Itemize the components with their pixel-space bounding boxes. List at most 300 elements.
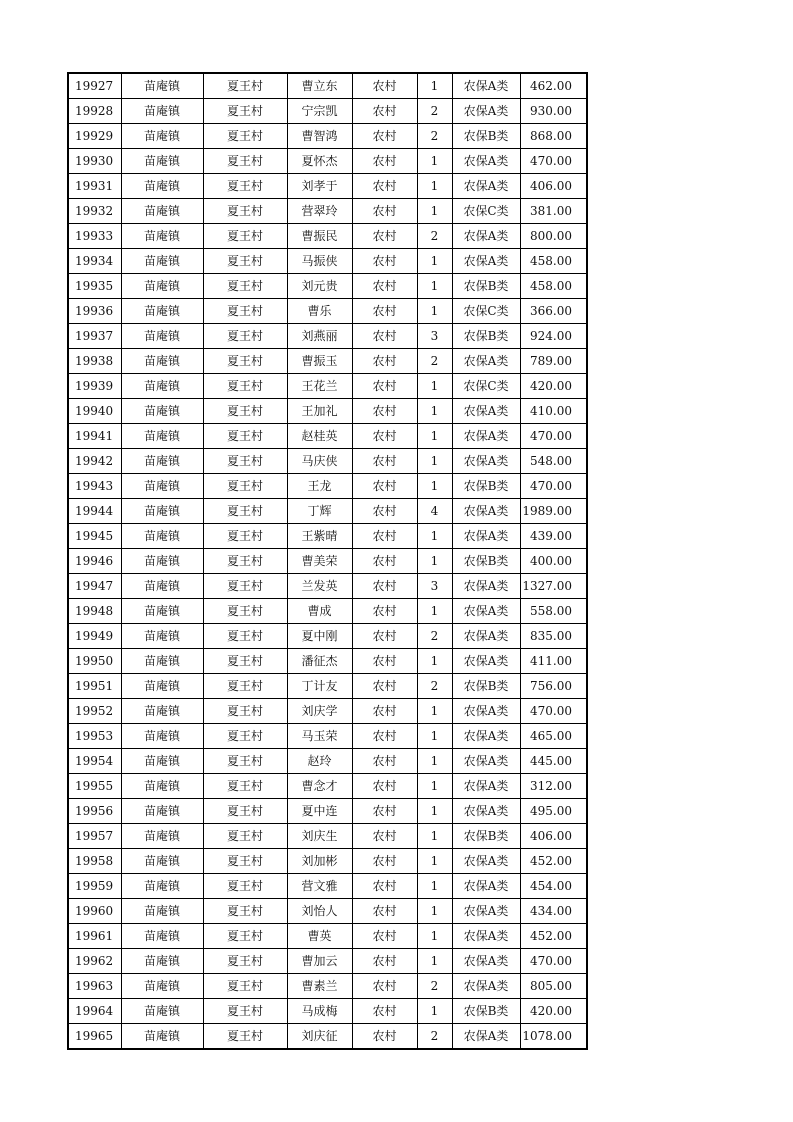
name-cell: 曹素兰 xyxy=(287,974,352,999)
amount-cell: 470.00 xyxy=(520,949,587,974)
record-id-cell: 19942 xyxy=(68,449,121,474)
member-count-cell: 1 xyxy=(417,999,452,1024)
household-type-cell: 农村 xyxy=(352,874,417,899)
name-cell: 营文雅 xyxy=(287,874,352,899)
insurance-category-cell: 农保C类 xyxy=(452,374,520,399)
amount-cell: 558.00 xyxy=(520,599,587,624)
table-row xyxy=(68,499,587,524)
village-cell: 夏王村 xyxy=(203,999,287,1024)
town-cell: 苗庵镇 xyxy=(121,899,203,924)
table-row xyxy=(68,949,587,974)
table-row xyxy=(68,424,587,449)
town-cell: 苗庵镇 xyxy=(121,724,203,749)
member-count-cell: 2 xyxy=(417,224,452,249)
insurance-category-cell: 农保B类 xyxy=(452,824,520,849)
insurance-category-cell: 农保A类 xyxy=(452,774,520,799)
amount-cell: 400.00 xyxy=(520,549,587,574)
data-table xyxy=(67,72,588,1050)
insurance-category-cell: 农保A类 xyxy=(452,849,520,874)
household-type-cell: 农村 xyxy=(352,199,417,224)
member-count-cell: 2 xyxy=(417,349,452,374)
amount-cell: 470.00 xyxy=(520,424,587,449)
village-cell: 夏王村 xyxy=(203,99,287,124)
town-cell: 苗庵镇 xyxy=(121,949,203,974)
name-cell: 刘燕丽 xyxy=(287,324,352,349)
village-cell: 夏王村 xyxy=(203,73,287,99)
village-cell: 夏王村 xyxy=(203,274,287,299)
table-row xyxy=(68,749,587,774)
table-row xyxy=(68,624,587,649)
member-count-cell: 1 xyxy=(417,73,452,99)
record-id-cell: 19941 xyxy=(68,424,121,449)
town-cell: 苗庵镇 xyxy=(121,349,203,374)
member-count-cell: 1 xyxy=(417,474,452,499)
name-cell: 王紫晴 xyxy=(287,524,352,549)
town-cell: 苗庵镇 xyxy=(121,599,203,624)
amount-cell: 805.00 xyxy=(520,974,587,999)
name-cell: 曹念才 xyxy=(287,774,352,799)
table-row xyxy=(68,124,587,149)
member-count-cell: 1 xyxy=(417,399,452,424)
table-row xyxy=(68,699,587,724)
record-id-cell: 19929 xyxy=(68,124,121,149)
name-cell: 兰发英 xyxy=(287,574,352,599)
name-cell: 曹乐 xyxy=(287,299,352,324)
table-row xyxy=(68,549,587,574)
amount-cell: 462.00 xyxy=(520,73,587,99)
town-cell: 苗庵镇 xyxy=(121,524,203,549)
table-row xyxy=(68,299,587,324)
insurance-category-cell: 农保A类 xyxy=(452,749,520,774)
record-id-cell: 19936 xyxy=(68,299,121,324)
record-id-cell: 19944 xyxy=(68,499,121,524)
record-id-cell: 19947 xyxy=(68,574,121,599)
table-row xyxy=(68,999,587,1024)
name-cell: 曹立东 xyxy=(287,73,352,99)
record-id-cell: 19957 xyxy=(68,824,121,849)
insurance-category-cell: 农保A类 xyxy=(452,424,520,449)
member-count-cell: 1 xyxy=(417,174,452,199)
town-cell: 苗庵镇 xyxy=(121,549,203,574)
village-cell: 夏王村 xyxy=(203,624,287,649)
amount-cell: 381.00 xyxy=(520,199,587,224)
record-id-cell: 19933 xyxy=(68,224,121,249)
amount-cell: 420.00 xyxy=(520,374,587,399)
member-count-cell: 1 xyxy=(417,374,452,399)
town-cell: 苗庵镇 xyxy=(121,999,203,1024)
village-cell: 夏王村 xyxy=(203,699,287,724)
member-count-cell: 1 xyxy=(417,924,452,949)
name-cell: 王龙 xyxy=(287,474,352,499)
village-cell: 夏王村 xyxy=(203,874,287,899)
insurance-category-cell: 农保C类 xyxy=(452,299,520,324)
record-id-cell: 19954 xyxy=(68,749,121,774)
insurance-category-cell: 农保B类 xyxy=(452,274,520,299)
town-cell: 苗庵镇 xyxy=(121,824,203,849)
amount-cell: 789.00 xyxy=(520,349,587,374)
household-type-cell: 农村 xyxy=(352,349,417,374)
household-type-cell: 农村 xyxy=(352,849,417,874)
insurance-category-cell: 农保B类 xyxy=(452,124,520,149)
name-cell: 王加礼 xyxy=(287,399,352,424)
town-cell: 苗庵镇 xyxy=(121,224,203,249)
insurance-category-cell: 农保B类 xyxy=(452,999,520,1024)
member-count-cell: 1 xyxy=(417,199,452,224)
household-type-cell: 农村 xyxy=(352,699,417,724)
insurance-category-cell: 农保A类 xyxy=(452,1024,520,1050)
town-cell: 苗庵镇 xyxy=(121,874,203,899)
record-id-cell: 19964 xyxy=(68,999,121,1024)
table-row xyxy=(68,799,587,824)
record-id-cell: 19965 xyxy=(68,1024,121,1050)
household-type-cell: 农村 xyxy=(352,999,417,1024)
village-cell: 夏王村 xyxy=(203,549,287,574)
name-cell: 刘加彬 xyxy=(287,849,352,874)
table-row xyxy=(68,874,587,899)
village-cell: 夏王村 xyxy=(203,149,287,174)
amount-cell: 445.00 xyxy=(520,749,587,774)
household-type-cell: 农村 xyxy=(352,624,417,649)
amount-cell: 548.00 xyxy=(520,449,587,474)
record-id-cell: 19937 xyxy=(68,324,121,349)
member-count-cell: 2 xyxy=(417,124,452,149)
name-cell: 马振侠 xyxy=(287,249,352,274)
household-type-cell: 农村 xyxy=(352,974,417,999)
insurance-category-cell: 农保A类 xyxy=(452,699,520,724)
amount-cell: 458.00 xyxy=(520,274,587,299)
record-id-cell: 19948 xyxy=(68,599,121,624)
member-count-cell: 1 xyxy=(417,649,452,674)
name-cell: 刘庆学 xyxy=(287,699,352,724)
member-count-cell: 1 xyxy=(417,549,452,574)
table-row xyxy=(68,924,587,949)
table-row xyxy=(68,824,587,849)
amount-cell: 800.00 xyxy=(520,224,587,249)
town-cell: 苗庵镇 xyxy=(121,499,203,524)
town-cell: 苗庵镇 xyxy=(121,774,203,799)
household-type-cell: 农村 xyxy=(352,124,417,149)
household-type-cell: 农村 xyxy=(352,149,417,174)
household-type-cell: 农村 xyxy=(352,599,417,624)
village-cell: 夏王村 xyxy=(203,899,287,924)
table-row xyxy=(68,349,587,374)
amount-cell: 495.00 xyxy=(520,799,587,824)
table-row xyxy=(68,674,587,699)
insurance-category-cell: 农保A类 xyxy=(452,399,520,424)
household-type-cell: 农村 xyxy=(352,249,417,274)
household-type-cell: 农村 xyxy=(352,824,417,849)
amount-cell: 1989.00 xyxy=(520,499,587,524)
town-cell: 苗庵镇 xyxy=(121,574,203,599)
amount-cell: 868.00 xyxy=(520,124,587,149)
village-cell: 夏王村 xyxy=(203,849,287,874)
record-id-cell: 19962 xyxy=(68,949,121,974)
village-cell: 夏王村 xyxy=(203,249,287,274)
village-cell: 夏王村 xyxy=(203,724,287,749)
record-id-cell: 19946 xyxy=(68,549,121,574)
household-type-cell: 农村 xyxy=(352,749,417,774)
town-cell: 苗庵镇 xyxy=(121,449,203,474)
amount-cell: 930.00 xyxy=(520,99,587,124)
village-cell: 夏王村 xyxy=(203,674,287,699)
household-type-cell: 农村 xyxy=(352,474,417,499)
insurance-category-cell: 农保A类 xyxy=(452,449,520,474)
village-cell: 夏王村 xyxy=(203,124,287,149)
insurance-category-cell: 农保A类 xyxy=(452,249,520,274)
table-row xyxy=(68,524,587,549)
amount-cell: 470.00 xyxy=(520,699,587,724)
member-count-cell: 2 xyxy=(417,624,452,649)
table-row xyxy=(68,324,587,349)
record-id-cell: 19960 xyxy=(68,899,121,924)
insurance-category-cell: 农保A类 xyxy=(452,899,520,924)
village-cell: 夏王村 xyxy=(203,824,287,849)
name-cell: 曹振民 xyxy=(287,224,352,249)
household-type-cell: 农村 xyxy=(352,1024,417,1050)
record-id-cell: 19932 xyxy=(68,199,121,224)
town-cell: 苗庵镇 xyxy=(121,424,203,449)
insurance-category-cell: 农保A类 xyxy=(452,874,520,899)
member-count-cell: 1 xyxy=(417,299,452,324)
record-id-cell: 19952 xyxy=(68,699,121,724)
member-count-cell: 1 xyxy=(417,724,452,749)
insurance-category-cell: 农保A类 xyxy=(452,799,520,824)
record-id-cell: 19955 xyxy=(68,774,121,799)
name-cell: 曹英 xyxy=(287,924,352,949)
member-count-cell: 1 xyxy=(417,524,452,549)
table-row xyxy=(68,73,587,99)
household-type-cell: 农村 xyxy=(352,549,417,574)
town-cell: 苗庵镇 xyxy=(121,649,203,674)
insurance-category-cell: 农保A类 xyxy=(452,649,520,674)
name-cell: 刘庆生 xyxy=(287,824,352,849)
village-cell: 夏王村 xyxy=(203,974,287,999)
town-cell: 苗庵镇 xyxy=(121,749,203,774)
town-cell: 苗庵镇 xyxy=(121,249,203,274)
record-id-cell: 19959 xyxy=(68,874,121,899)
town-cell: 苗庵镇 xyxy=(121,99,203,124)
amount-cell: 465.00 xyxy=(520,724,587,749)
member-count-cell: 1 xyxy=(417,799,452,824)
insurance-category-cell: 农保A类 xyxy=(452,949,520,974)
name-cell: 曹成 xyxy=(287,599,352,624)
village-cell: 夏王村 xyxy=(203,299,287,324)
name-cell: 赵桂英 xyxy=(287,424,352,449)
village-cell: 夏王村 xyxy=(203,649,287,674)
village-cell: 夏王村 xyxy=(203,924,287,949)
table-row xyxy=(68,199,587,224)
town-cell: 苗庵镇 xyxy=(121,799,203,824)
amount-cell: 835.00 xyxy=(520,624,587,649)
record-id-cell: 19943 xyxy=(68,474,121,499)
household-type-cell: 农村 xyxy=(352,299,417,324)
record-id-cell: 19958 xyxy=(68,849,121,874)
town-cell: 苗庵镇 xyxy=(121,299,203,324)
record-id-cell: 19949 xyxy=(68,624,121,649)
household-type-cell: 农村 xyxy=(352,424,417,449)
table-row xyxy=(68,249,587,274)
village-cell: 夏王村 xyxy=(203,774,287,799)
village-cell: 夏王村 xyxy=(203,1024,287,1050)
village-cell: 夏王村 xyxy=(203,599,287,624)
insurance-category-cell: 农保A类 xyxy=(452,349,520,374)
amount-cell: 1327.00 xyxy=(520,574,587,599)
village-cell: 夏王村 xyxy=(203,449,287,474)
amount-cell: 452.00 xyxy=(520,849,587,874)
record-id-cell: 19934 xyxy=(68,249,121,274)
table-row xyxy=(68,649,587,674)
table-row xyxy=(68,774,587,799)
insurance-category-cell: 农保A类 xyxy=(452,99,520,124)
table-row xyxy=(68,399,587,424)
record-id-cell: 19940 xyxy=(68,399,121,424)
record-id-cell: 19950 xyxy=(68,649,121,674)
record-id-cell: 19928 xyxy=(68,99,121,124)
village-cell: 夏王村 xyxy=(203,499,287,524)
table-row xyxy=(68,449,587,474)
town-cell: 苗庵镇 xyxy=(121,174,203,199)
insurance-category-cell: 农保A类 xyxy=(452,924,520,949)
record-id-cell: 19938 xyxy=(68,349,121,374)
amount-cell: 470.00 xyxy=(520,474,587,499)
record-id-cell: 19963 xyxy=(68,974,121,999)
insurance-category-cell: 农保B类 xyxy=(452,324,520,349)
member-count-cell: 1 xyxy=(417,699,452,724)
member-count-cell: 4 xyxy=(417,499,452,524)
table-row xyxy=(68,974,587,999)
household-type-cell: 农村 xyxy=(352,399,417,424)
member-count-cell: 2 xyxy=(417,974,452,999)
table-row xyxy=(68,99,587,124)
record-id-cell: 19951 xyxy=(68,674,121,699)
insurance-category-cell: 农保A类 xyxy=(452,974,520,999)
amount-cell: 439.00 xyxy=(520,524,587,549)
village-cell: 夏王村 xyxy=(203,749,287,774)
record-id-cell: 19927 xyxy=(68,73,121,99)
town-cell: 苗庵镇 xyxy=(121,199,203,224)
village-cell: 夏王村 xyxy=(203,949,287,974)
household-type-cell: 农村 xyxy=(352,449,417,474)
record-id-cell: 19931 xyxy=(68,174,121,199)
village-cell: 夏王村 xyxy=(203,199,287,224)
town-cell: 苗庵镇 xyxy=(121,624,203,649)
household-type-cell: 农村 xyxy=(352,374,417,399)
amount-cell: 1078.00 xyxy=(520,1024,587,1050)
name-cell: 马成梅 xyxy=(287,999,352,1024)
member-count-cell: 1 xyxy=(417,749,452,774)
name-cell: 夏中连 xyxy=(287,799,352,824)
amount-cell: 406.00 xyxy=(520,824,587,849)
table-row xyxy=(68,1024,587,1050)
household-type-cell: 农村 xyxy=(352,73,417,99)
record-id-cell: 19956 xyxy=(68,799,121,824)
amount-cell: 312.00 xyxy=(520,774,587,799)
household-type-cell: 农村 xyxy=(352,574,417,599)
household-type-cell: 农村 xyxy=(352,324,417,349)
table-row xyxy=(68,724,587,749)
table-body xyxy=(68,73,587,1049)
amount-cell: 434.00 xyxy=(520,899,587,924)
table-row xyxy=(68,174,587,199)
insurance-category-cell: 农保A类 xyxy=(452,724,520,749)
town-cell: 苗庵镇 xyxy=(121,324,203,349)
table-row xyxy=(68,599,587,624)
town-cell: 苗庵镇 xyxy=(121,674,203,699)
name-cell: 丁辉 xyxy=(287,499,352,524)
member-count-cell: 1 xyxy=(417,599,452,624)
town-cell: 苗庵镇 xyxy=(121,849,203,874)
insurance-category-cell: 农保B类 xyxy=(452,674,520,699)
member-count-cell: 1 xyxy=(417,274,452,299)
amount-cell: 452.00 xyxy=(520,924,587,949)
member-count-cell: 1 xyxy=(417,824,452,849)
town-cell: 苗庵镇 xyxy=(121,149,203,174)
name-cell: 王花兰 xyxy=(287,374,352,399)
town-cell: 苗庵镇 xyxy=(121,974,203,999)
member-count-cell: 1 xyxy=(417,149,452,174)
household-type-cell: 农村 xyxy=(352,649,417,674)
member-count-cell: 1 xyxy=(417,874,452,899)
household-type-cell: 农村 xyxy=(352,674,417,699)
member-count-cell: 3 xyxy=(417,574,452,599)
village-cell: 夏王村 xyxy=(203,524,287,549)
name-cell: 夏中刚 xyxy=(287,624,352,649)
name-cell: 刘庆征 xyxy=(287,1024,352,1050)
member-count-cell: 1 xyxy=(417,849,452,874)
member-count-cell: 1 xyxy=(417,949,452,974)
record-id-cell: 19930 xyxy=(68,149,121,174)
amount-cell: 924.00 xyxy=(520,324,587,349)
town-cell: 苗庵镇 xyxy=(121,124,203,149)
table-row xyxy=(68,899,587,924)
insurance-category-cell: 农保A类 xyxy=(452,149,520,174)
member-count-cell: 3 xyxy=(417,324,452,349)
table-row xyxy=(68,474,587,499)
member-count-cell: 1 xyxy=(417,774,452,799)
name-cell: 夏怀杰 xyxy=(287,149,352,174)
name-cell: 曹美荣 xyxy=(287,549,352,574)
name-cell: 宁宗凯 xyxy=(287,99,352,124)
record-id-cell: 19935 xyxy=(68,274,121,299)
table-row xyxy=(68,374,587,399)
amount-cell: 420.00 xyxy=(520,999,587,1024)
village-cell: 夏王村 xyxy=(203,374,287,399)
insurance-category-cell: 农保A类 xyxy=(452,624,520,649)
amount-cell: 470.00 xyxy=(520,149,587,174)
name-cell: 潘征杰 xyxy=(287,649,352,674)
member-count-cell: 2 xyxy=(417,674,452,699)
record-id-cell: 19961 xyxy=(68,924,121,949)
village-cell: 夏王村 xyxy=(203,224,287,249)
table-row xyxy=(68,274,587,299)
table-row xyxy=(68,149,587,174)
household-type-cell: 农村 xyxy=(352,924,417,949)
table-row xyxy=(68,574,587,599)
town-cell: 苗庵镇 xyxy=(121,274,203,299)
village-cell: 夏王村 xyxy=(203,574,287,599)
amount-cell: 454.00 xyxy=(520,874,587,899)
village-cell: 夏王村 xyxy=(203,424,287,449)
member-count-cell: 2 xyxy=(417,1024,452,1050)
insurance-category-cell: 农保A类 xyxy=(452,174,520,199)
insurance-category-cell: 农保A类 xyxy=(452,499,520,524)
household-type-cell: 农村 xyxy=(352,99,417,124)
village-cell: 夏王村 xyxy=(203,174,287,199)
name-cell: 曹加云 xyxy=(287,949,352,974)
town-cell: 苗庵镇 xyxy=(121,399,203,424)
town-cell: 苗庵镇 xyxy=(121,474,203,499)
household-type-cell: 农村 xyxy=(352,774,417,799)
